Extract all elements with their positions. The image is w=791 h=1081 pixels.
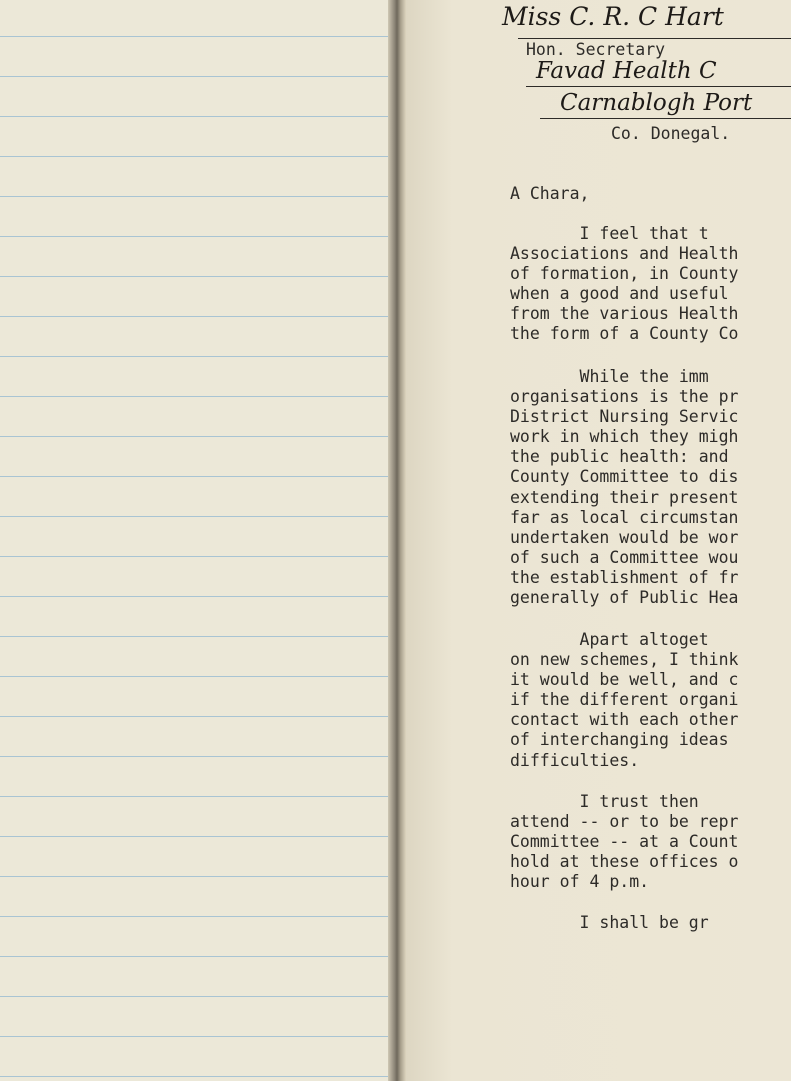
- text-line: extending their present: [510, 487, 739, 507]
- text-line: on new schemes, I think: [510, 650, 739, 670]
- text-line: it would be well, and c: [510, 670, 739, 690]
- text-line: contact with each other: [510, 710, 739, 730]
- text-line: I shall be gr: [510, 913, 709, 932]
- paragraph-4: [510, 792, 738, 892]
- text-line: County Committee to dis: [510, 467, 739, 487]
- paragraph-1: [510, 224, 738, 345]
- text-line: organisations is the pr: [510, 387, 739, 407]
- name-underline: [518, 38, 791, 39]
- text-line: of interchanging ideas: [510, 730, 729, 750]
- handwritten-place: Carnablogh Port: [560, 90, 753, 116]
- text-line: District Nursing Servic: [510, 407, 739, 427]
- text-line: when a good and useful: [510, 284, 729, 304]
- place-underline: [540, 118, 791, 119]
- paragraph-5: [510, 913, 709, 933]
- book-spine: [388, 0, 406, 1081]
- text-line: I feel that t: [510, 224, 709, 243]
- salutation: A Chara,: [510, 184, 590, 203]
- text-line: the public health: and: [510, 447, 729, 467]
- text-line: from the various Health: [510, 304, 739, 324]
- text-line: Committee -- at a Count: [510, 832, 739, 852]
- text-line: Associations and Health: [510, 244, 739, 264]
- text-line: generally of Public Hea: [510, 588, 739, 608]
- hon-secretary-label: Hon. Secretary: [526, 40, 666, 59]
- right-letter-page: [406, 0, 791, 1081]
- text-line: hold at these offices o: [510, 852, 739, 872]
- text-line: if the different organi: [510, 690, 739, 710]
- text-line: difficulties.: [510, 750, 640, 770]
- text-line: attend -- or to be repr: [510, 812, 739, 832]
- text-line: undertaken would be wor: [510, 527, 739, 547]
- text-line: of such a Committee wou: [510, 547, 739, 567]
- text-line: the form of a County Co: [510, 324, 739, 344]
- handwritten-organisation: Favad Health C: [536, 58, 717, 84]
- text-line: work in which they migh: [510, 427, 739, 447]
- text-line: While the imm: [510, 367, 709, 386]
- paragraph-3: [510, 630, 738, 771]
- handwritten-name: Miss C. R. C Hart: [502, 2, 724, 31]
- text-line: the establishment of fr: [510, 567, 739, 587]
- paragraph-2: [510, 367, 738, 608]
- text-line: of formation, in County: [510, 264, 739, 284]
- county-line: Co. Donegal.: [611, 124, 731, 143]
- text-line: Apart altoget: [510, 630, 709, 649]
- text-line: I trust then: [510, 792, 699, 811]
- left-ruled-page: [0, 0, 392, 1081]
- text-line: hour of 4 p.m.: [510, 872, 650, 892]
- organisation-underline: [526, 86, 791, 87]
- text-line: far as local circumstan: [510, 507, 739, 527]
